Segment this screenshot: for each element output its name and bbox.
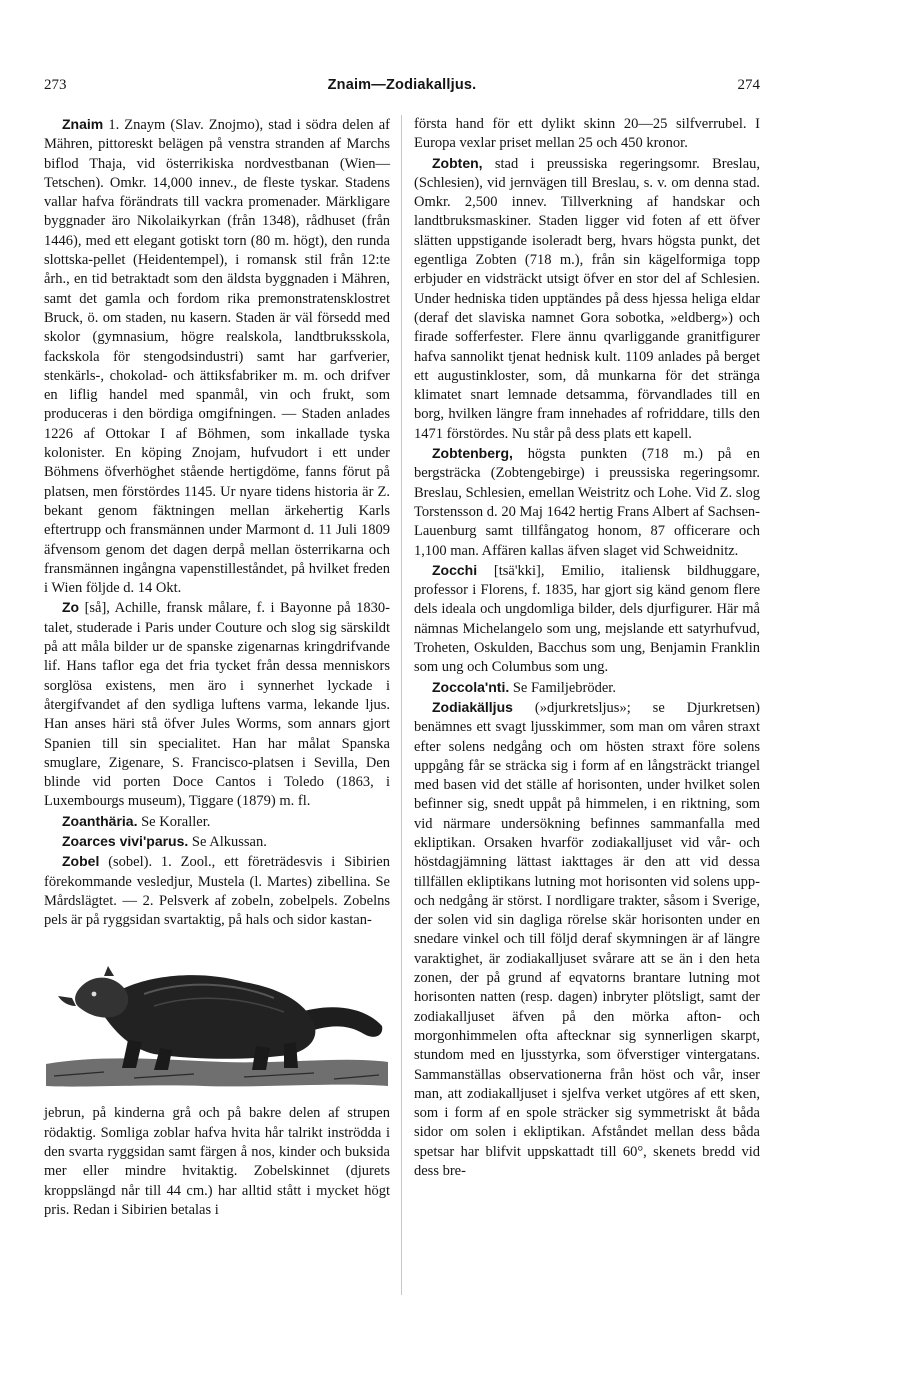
entry-text: Se Familjebröder. (509, 679, 616, 696)
headword: Zoanthäria. (62, 812, 138, 829)
running-title: Znaim—Zodiakalljus. (327, 77, 477, 93)
entry-zo (44, 598, 390, 811)
headword: Zoarces vivi'parus. (62, 832, 189, 849)
headword: Zo (62, 599, 80, 616)
entry-text: 1. Znaym (Slav. Znojmo), stad i södra delen af Mähren, pittoreskt belägen på venstra stranden af Marchs biflod Thaja, vid österrikiska nordvestbanan (Wien—Tetschen). Omkr. 14,000 innev., de fleste tyskar. Stadens vallar hafva förändrats till vackra promenader. Märkligare byggnader äro Nikolaikyrkan (från 1348), rådhuset (från 1446), med ett elegant gotiskt torn (80 m. högt), den runda slottska-pellet (Heidentempel), i romansk stil från 12:te årh., en tid betraktadt som den äldsta byggnaden i Mähren, samt det gamla och fordom rika premonstratensklostret Bruck, ö. om staden, nu kasern. Staden är väl försedd med skolor (gymnasium, högre realskola, landtbruksskola, fackskola för stengodsindustri) samt har garfverier, stenkärls-, chokolad- och ättiksfabriker m. m. och drifver en liflig handel med spanmål, vin och frukt, som produceras i den bördiga omgifningen. — Staden anlades 1226 af Ottokar I af Böhmen, som inkallade tyska kolonister. En köping Znojam, hufvudort i ett under Böhmens öfverhöghet stående hertigdöme, fanns förut på platsen, men förstördes 1145. Ur nyare tidens historia är Z. bekant genom fäktningen mellan ärkehertig Karls eftertrupp och fransmännen under Marmont d. 11 Juli 1809 äfvensom genom det dagen derpå mellan österrikarna och fransmännen ingångna vapenstilleståndet, på hvilket freden i Wien följde d. 14 Okt. (44, 117, 390, 597)
headword: Zocchi (432, 561, 478, 578)
headword: Zodiakälljus (432, 698, 513, 715)
entry-text: (»djurkretsljus»; se Djurkretsen) benämnes ett svagt ljusskimmer, som man om våren straxt efter solens nedgång och om hösten straxt före solens uppgång får se sträcka sig i form af en långsträckt triangel med basen vid det ställe af horisonten, under hvilket solen befinner sig, snedt uppåt på himmelen, i en riktning, som vid närmare undersökning befinnes sammanfalla med ekliptikan. Orsaken hvarför zodiakalljuset vid vår- och höstdagjämning lättast iakttages är den att vid dessa tillfällen ekliptikans lutning mot horisonten vid solens upp- och nedgång är störst. I nordligare trakter, såsom i Sverige, der solen vid sin dagliga rörelse skär horisonten under en snedare vinkel och till följd deraf skymningen är af längre varaktighet, är zodiakalljuset svårare att se än i den heta zonen, der på grund af eqvatorns brantare lutning mot horisonten natten (resp. dagen) inbryter plötsligt, samt der zodiakalljuset äfven på den mörka afton- och morgonhimmelen ofta aftecknar sig synnerligen skarpt, stundom med en ljusstyrka, som öfverstiger vintergatans. Sammanställas observationerna från höst och vår, inser man, att zodiakalljuset i sjelfva verket utgöres af ett sken, som i form af en spole sträcker sig symmetriskt åt båda sidor om solen i ekliptikan. Afståndet mellan dess båda spetsar har blifvit uppskattadt till 60°, skenets bredd vid dess bre- (414, 699, 760, 1180)
headword: Zoccola'nti. (432, 678, 510, 695)
headword: Znaim (62, 116, 104, 132)
entry-zobtenberg (414, 444, 760, 561)
continuation-text: jebrun, på kinderna grå och på bakre delen af strupen rödaktig. Somliga zoblar hafva hvita hår talrikt inströdda i den svarta ryggsidan samt färgen å nos, kinder och buksida mer eller mindre hvitaktig. Zobelskinnet (djurets kroppslängd når till 44 cm.) har alltid stått i mycket högt pris. Redan i Sibirien betalas i (44, 1105, 390, 1218)
entry-text: Se Koraller. (137, 813, 211, 830)
page-header (44, 77, 760, 99)
entry-text: stad i preussiska regeringsomr. Breslau, (Schlesien), vid jernvägen till Breslau, s. v. om denna stad. Omkr. 2,500 innev. Tillverkning af handskar och landtbruksmaskiner. Staden ligger vid foten af ett öfver slätten uppstigande isoleradt berg, hvars högsta punkt, det egentliga Zobten (718 m.), från sin kägelformiga topp erbjuder en vidsträckt utsigt öfver en stor del af Schlesien. Under hedniska tiden upptändes på dess hjessa heliga eldar (deraf det slaviska namnet Gora sobotka, »eldberg») och firade sofferfester. Flere ännu qvarliggande granitfigurer hafva sannolikt tjenat hednisk kult. 1109 anlades på berget ett augustinkloster, som, då munkarna för det stränga klimatet snart lemnade detsamma, förvandlades till en borg, hvilken längre fram innehades af rofriddare, tills den 1471 förstördes. Nu står på dess plats ett kapell. (414, 155, 760, 442)
entry-zocchi (414, 561, 760, 678)
headword: Zobel (62, 853, 100, 870)
entry-znaim (44, 115, 390, 598)
entry-text: Se Alkussan. (188, 833, 267, 850)
column-divider (401, 115, 402, 1295)
entry-zoarces (44, 832, 390, 852)
entry-text: högsta punkten (718 m.) på en bergsträcka (Zobtengebirge) i preussiska regeringsomr. Breslau, Schlesien, emellan Weistritz och Lohe. Vid Z. slog Torstensson d. 20 Maj 1642 hertig Frans Albert af Sachsen-Lauenburg samt tillfångatog honom, 87 officerare och 1,100 man. Affären kallas äfven slaget vid Schweidnitz. (414, 446, 760, 559)
sable-illustration (44, 936, 390, 1096)
sable-icon (44, 936, 390, 1096)
entry-zoccolanti (414, 678, 760, 698)
entry-zobel (44, 852, 390, 930)
entry-zobten (414, 154, 760, 444)
continuation-text: första hand för ett dylikt skinn 20—25 silfverrubel. I Europa vexlar priset mellan 25 och 450 kronor. (414, 116, 760, 152)
headword: Zobtenberg, (432, 445, 513, 462)
entry-text: [tsä'kki], Emilio, italiensk bildhuggare, professor i Florens, f. 1835, har gjort sig känd genom flere dels ideala och ungdomliga bilder, dels djurfigurer. Här må nämnas Michelangelo som ung, mejslande ett satyrhufvud, Troheten, Oskulden, Bacchus som ung, Benjamin Franklin som ung och Columbus som ung. (414, 562, 760, 676)
left-column (44, 115, 390, 1220)
page-number-left: 273 (44, 77, 67, 93)
entry-text: [så], Achille, fransk målare, f. i Bayonne på 1830-talet, studerade i Paris under Couture och slog sig särskildt på att måla bilder ur de spanske zigenarnas kringdrifvande lif. Hans taflor ega det fria tycket från dessa menniskors sorglösa existens, men äro i synnerhet lyckade i återgifvandet af den sydliga luftens varma, lekande ljus. Han anses häri stå öfver Jules Worms, som annars gjort Spanien till sin specialitet. Han har målat Spanska smuglare, Zigenare, S. Francisco-platsen i Sevilla, Den blinde vid porten Doce Cantos i Toledo (1863, i Luxembourgs museum), Tiggare (1879) m. fl. (44, 600, 390, 810)
right-column (414, 115, 760, 1181)
entry-zoantharia (44, 812, 390, 832)
headword: Zobten, (432, 154, 483, 171)
entry-text: (sobel). 1. Zool., ett företrädesvis i Sibirien förekommande vesledjur, Mustela (l. Martes) zibellina. Se Mårdslägtet. — 2. Pelsverk af zobeln, zobelpels. Zobelns pels är på ryggsidan svartaktig, på hals och sidor kastan- (44, 854, 390, 929)
entry-zodiakalljus (414, 698, 760, 1181)
page-number-right: 274 (737, 77, 760, 93)
